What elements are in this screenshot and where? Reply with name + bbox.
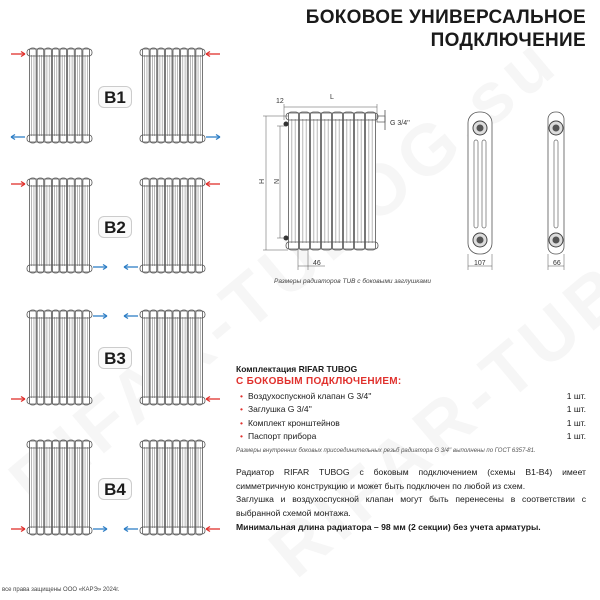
radiator-icon bbox=[286, 112, 378, 250]
radiator-section bbox=[366, 112, 376, 250]
description-p1: Радиатор RIFAR TUBOG с боковым подключением (схемы B1-B4) имеет симметричную конструкцию и может быть подключен по любой из схем. bbox=[236, 467, 586, 491]
scheme-label-b1: B1 bbox=[98, 86, 132, 108]
radiator-section bbox=[143, 440, 150, 535]
radiator-section bbox=[143, 310, 150, 405]
radiator-section bbox=[344, 112, 354, 250]
radiator-icon bbox=[140, 178, 205, 273]
radiator-section bbox=[173, 440, 180, 535]
radiator-icon bbox=[140, 440, 205, 535]
radiator-icon bbox=[27, 440, 92, 535]
radiator-section bbox=[165, 310, 172, 405]
radiator-section bbox=[37, 178, 44, 273]
drawing-caption: Размеры радиаторов TUB с боковыми заглушками bbox=[274, 278, 432, 285]
description-p3: Минимальная длина радиатора – 98 мм (2 секции) без учета арматуры. bbox=[236, 521, 541, 532]
radiator-section bbox=[30, 178, 37, 273]
radiator-section bbox=[143, 178, 150, 273]
radiator-section bbox=[45, 178, 52, 273]
dim-thread: G 3/4'' bbox=[390, 120, 410, 127]
radiator-section bbox=[30, 48, 37, 143]
radiator-section bbox=[83, 178, 90, 273]
nipple-core bbox=[477, 125, 484, 132]
radiator-section bbox=[173, 178, 180, 273]
radiator-section bbox=[83, 48, 90, 143]
radiator-section bbox=[30, 440, 37, 535]
radiator-section bbox=[355, 112, 365, 250]
radiator-section bbox=[45, 440, 52, 535]
description-p2: Заглушка и воздухоспускной клапан могут быть перенесены в соответствии с выбранной схемой монтажа. bbox=[236, 494, 586, 519]
radiator-section bbox=[188, 178, 195, 273]
dim-l: L bbox=[330, 94, 334, 101]
radiator-section bbox=[68, 310, 75, 405]
radiator-section bbox=[181, 440, 188, 535]
radiator-section bbox=[196, 48, 203, 143]
nipple-core bbox=[477, 237, 484, 244]
connection-schemes bbox=[0, 0, 240, 560]
radiator-section bbox=[68, 178, 75, 273]
radiator-section bbox=[165, 48, 172, 143]
radiator-section bbox=[188, 310, 195, 405]
kit-subheading: С БОКОВЫМ ПОДКЛЮЧЕНИЕМ: bbox=[236, 376, 402, 387]
radiator-section bbox=[181, 310, 188, 405]
radiator-section bbox=[52, 178, 59, 273]
radiator-section bbox=[30, 310, 37, 405]
radiator-section bbox=[181, 178, 188, 273]
radiator-section bbox=[188, 48, 195, 143]
dim-66: 66 bbox=[553, 260, 561, 267]
radiator-section bbox=[196, 440, 203, 535]
radiator-section bbox=[165, 440, 172, 535]
radiator-section bbox=[158, 440, 165, 535]
radiator-section bbox=[83, 310, 90, 405]
radiator-section bbox=[60, 310, 67, 405]
radiator-section bbox=[45, 310, 52, 405]
radiator-section bbox=[60, 48, 67, 143]
radiator-section bbox=[311, 112, 321, 250]
radiator-icon bbox=[27, 178, 92, 273]
copyright: все права защищены ООО «КАРЭ» 2024г. bbox=[2, 587, 120, 593]
dim-46: 46 bbox=[313, 260, 321, 267]
dimension-drawing bbox=[250, 90, 600, 295]
radiator-section bbox=[75, 310, 82, 405]
kit-note: Размеры внутренних боковых присоединительных резьб радиатора G 3/4'' выполнены по ГОСТ 6357-81. bbox=[236, 448, 536, 454]
radiator-section bbox=[60, 440, 67, 535]
dim-n: N bbox=[274, 178, 282, 185]
radiator-icon bbox=[140, 310, 205, 405]
radiator-section bbox=[188, 440, 195, 535]
radiator-section bbox=[150, 48, 157, 143]
radiator-section bbox=[75, 48, 82, 143]
radiator-section bbox=[289, 112, 299, 250]
radiator-section bbox=[52, 310, 59, 405]
radiator-section bbox=[158, 310, 165, 405]
radiator-section bbox=[165, 178, 172, 273]
dim-107: 107 bbox=[474, 260, 486, 267]
radiator-section bbox=[60, 178, 67, 273]
radiator-section bbox=[196, 178, 203, 273]
radiator-section bbox=[52, 440, 59, 535]
radiator-section bbox=[150, 310, 157, 405]
kit-item: • Паспорт прибора 1 шт. bbox=[240, 431, 586, 441]
radiator-section bbox=[45, 48, 52, 143]
kit-heading: Комплектация RIFAR TUBOG bbox=[236, 364, 358, 374]
dim-12: 12 bbox=[276, 98, 284, 105]
page-title bbox=[306, 6, 586, 52]
radiator-section bbox=[173, 48, 180, 143]
radiator-section bbox=[75, 440, 82, 535]
radiator-section bbox=[83, 440, 90, 535]
radiator-section bbox=[333, 112, 343, 250]
radiator-section bbox=[37, 310, 44, 405]
nipple-core bbox=[553, 125, 560, 132]
radiator-section bbox=[150, 178, 157, 273]
radiator-dimension-diagram bbox=[250, 90, 600, 290]
radiator-icon bbox=[27, 48, 92, 143]
radiator-section bbox=[150, 440, 157, 535]
radiator-section bbox=[158, 178, 165, 273]
radiator-section bbox=[300, 112, 310, 250]
radiator-section bbox=[322, 112, 332, 250]
radiator-section bbox=[68, 48, 75, 143]
scheme-label-b4: B4 bbox=[98, 478, 132, 500]
radiator-section bbox=[196, 310, 203, 405]
radiator-icon bbox=[140, 48, 205, 143]
radiator-section bbox=[52, 48, 59, 143]
description bbox=[236, 466, 586, 535]
title-line-2: ПОДКЛЮЧЕНИЕ bbox=[430, 30, 586, 51]
radiator-section bbox=[158, 48, 165, 143]
kit-item: • Комплект кронштейнов 1 шт. bbox=[240, 417, 586, 428]
radiator-section bbox=[75, 178, 82, 273]
nipple-core bbox=[553, 237, 560, 244]
kit-item: • Заглушка G 3/4'' 1 шт. bbox=[240, 404, 586, 414]
radiator-section bbox=[181, 48, 188, 143]
radiator-section bbox=[173, 310, 180, 405]
radiator-icon bbox=[27, 310, 92, 405]
radiator-section bbox=[143, 48, 150, 143]
kit-item: • Воздухоспускной клапан G 3/4'' 1 шт. bbox=[240, 390, 586, 401]
radiator-section bbox=[37, 440, 44, 535]
radiator-section bbox=[37, 48, 44, 143]
radiator-section bbox=[68, 440, 75, 535]
kit-section bbox=[236, 364, 586, 454]
scheme-label-b3: B3 bbox=[98, 347, 132, 369]
title-line-1: БОКОВОЕ УНИВЕРСАЛЬНОЕ bbox=[305, 7, 586, 28]
scheme-label-b2: B2 bbox=[98, 216, 132, 238]
dim-h: H bbox=[259, 178, 267, 185]
